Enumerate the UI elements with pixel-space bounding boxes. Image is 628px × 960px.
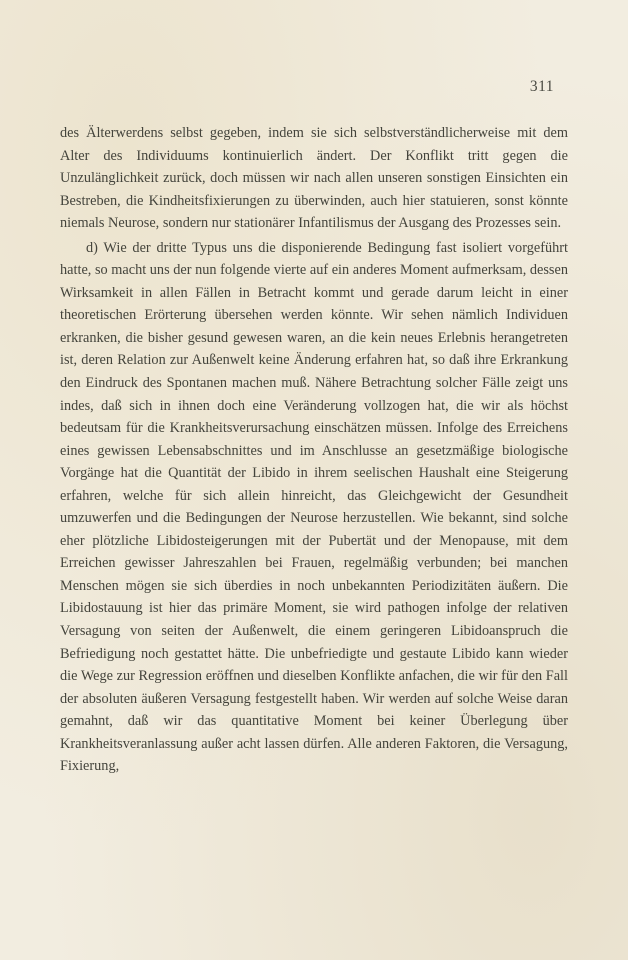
body-text-column xyxy=(60,122,568,778)
page-number: 311 xyxy=(529,78,554,95)
paragraph: d) Wie der dritte Typus uns die disponierende Bedingung fast isoliert vorgeführt hatte, so macht uns der nun folgende vierte auf ein anderes Moment aufmerksam, dessen Wirksamkeit in allen Fällen in Betracht kommt und gerade darum leicht in einer theoretischen Erörterung übersehen werden könnte. Wir sehen nämlich Individuen erkranken, die bisher gesund gewesen waren, an die kein neues Erlebnis herangetreten ist, deren Relation zur Außenwelt keine Änderung erfahren hat, so daß ihre Erkrankung den Eindruck des Spontanen machen muß. Nähere Betrachtung solcher Fälle zeigt uns indes, daß sich in ihnen doch eine Veränderung vollzogen hat, die wir als höchst bedeutsam für die Krankheitsverursachung einschätzen müssen. Infolge des Erreichens eines gewissen Lebensabschnittes und im Anschlusse an gesetzmäßige biologische Vorgänge hat die Quantität der Libido in ihrem seelischen Haushalt eine Steigerung erfahren, welche für sich allein hinreicht, das Gleichgewicht der Gesundheit umzuwerfen und die Bedingungen der Neurose herzustellen. Wie bekannt, sind solche eher plötzliche Libidosteigerungen mit der Pubertät und der Menopause, mit dem Erreichen gewisser Jahreszahlen bei Frauen, regelmäßig verbunden; bei manchen Menschen mögen sie sich überdies in noch unbekannten Periodizitäten äußern. Die Libidostauung ist hier das primäre Moment, sie wird pathogen infolge der relativen Versagung von seiten der Außenwelt, die einem geringeren Libidoanspruch die Befriedigung noch gestattet hätte. Die unbefriedigte und gestaute Libido kann wieder die Wege zur Regression eröffnen und dieselben Konflikte anfachen, die wir für den Fall der absoluten äußeren Versagung festgestellt haben. Wir werden auf solche Weise daran gemahnt, daß wir das quantitative Moment bei keiner Überlegung über Krankheitsveranlassung außer acht lassen dürfen. Alle anderen Faktoren, die Versagung, Fixierung, xyxy=(60,239,568,775)
paragraph: des Älterwerdens selbst gegeben, indem sie sich selbstverständlicherweise mit dem Alter des Individuums kontinuierlich ändert. Der Konflikt tritt gegen die Unzulänglichkeit zurück, doch müssen wir nach allen unseren sonstigen Einsichten ein Bestreben, die Kindheitsfixierungen zu überwinden, auch hier statuieren, sonst könnte niemals Neurose, sondern nur stationärer Infantilismus der Ausgang des Prozesses sein. xyxy=(60,125,568,232)
